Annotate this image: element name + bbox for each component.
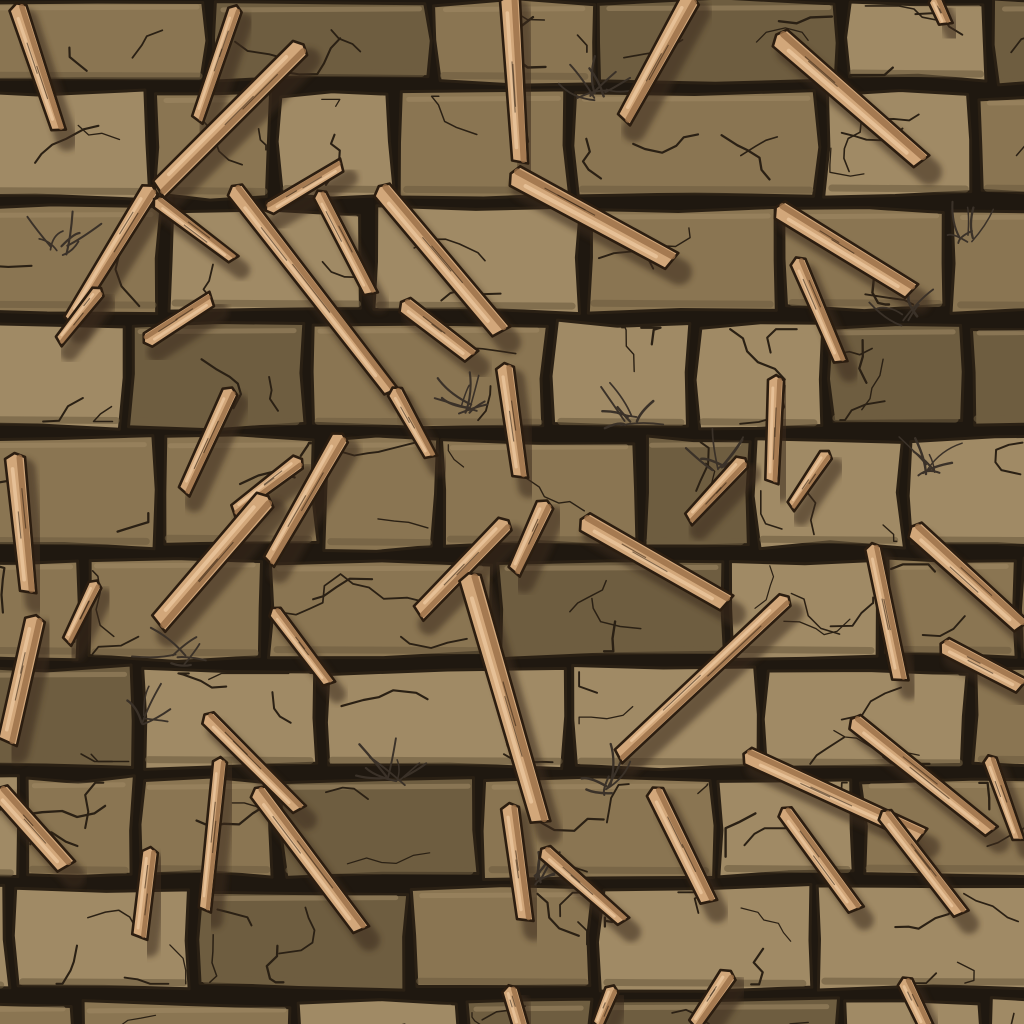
stone-shade	[961, 305, 1024, 306]
stone-highlight	[705, 331, 812, 332]
stone-highlight	[0, 331, 114, 332]
stone-block	[0, 1002, 74, 1024]
stone-highlight	[1005, 8, 1024, 9]
stone-highlight	[999, 1006, 1024, 1007]
stone-highlight	[288, 101, 383, 102]
stone-highlight	[742, 568, 869, 569]
stone-shade	[0, 984, 1, 985]
stone-shade	[836, 418, 955, 419]
stone-highlight	[452, 447, 626, 448]
stone-highlight	[855, 8, 979, 9]
stone-block	[951, 211, 1024, 314]
stone-highlight	[208, 898, 396, 899]
stone-highlight	[0, 1009, 63, 1010]
stone-block	[979, 95, 1024, 195]
stone-block	[695, 323, 823, 429]
stone-highlight	[596, 216, 768, 217]
stone-shade	[977, 419, 1024, 420]
stone-shade	[0, 75, 199, 76]
stone-shade	[771, 762, 959, 763]
stone-shade	[221, 72, 421, 73]
stone-highlight	[89, 1010, 284, 1011]
stone-shade	[331, 542, 429, 543]
stone-highlight	[0, 445, 144, 446]
stone-highlight	[773, 677, 957, 678]
stone-highlight	[291, 786, 468, 787]
stone-highlight	[794, 216, 936, 217]
stone-block	[971, 326, 1024, 428]
stone-shade	[607, 982, 803, 983]
stone-shade	[23, 982, 184, 983]
stone-shade	[869, 868, 1024, 869]
stone-shade	[0, 872, 10, 873]
stone-shade	[825, 981, 1024, 982]
stone-shade	[650, 541, 741, 542]
stone-highlight	[170, 445, 306, 446]
stone-shade	[149, 760, 310, 761]
stone-highlight	[34, 785, 123, 786]
stone-block	[411, 886, 593, 987]
stone-highlight	[584, 98, 807, 99]
stone-highlight	[422, 895, 583, 896]
stone-shade	[987, 188, 1024, 189]
stone-shade	[0, 190, 142, 191]
stone-highlight	[989, 102, 1024, 103]
stone-block	[989, 997, 1024, 1024]
stone-highlight	[0, 99, 140, 100]
stone-shade	[581, 761, 749, 762]
stone-block	[573, 91, 820, 197]
stone-shade	[206, 980, 398, 981]
stone-shade	[561, 421, 681, 422]
stone-highlight	[979, 332, 1024, 333]
stone-highlight	[609, 8, 829, 9]
stone-shade	[832, 188, 965, 189]
stone-block	[298, 1000, 460, 1024]
stone-highlight	[151, 675, 308, 676]
stone-highlight	[652, 444, 739, 445]
stone-shade	[594, 303, 770, 304]
stone-highlight	[563, 330, 679, 331]
stone-highlight	[149, 786, 265, 787]
stone-highlight	[334, 678, 557, 679]
stone-shade	[1003, 75, 1024, 76]
stone-highlight	[223, 9, 419, 10]
stone-highlight	[0, 7, 197, 8]
stone-shade	[582, 189, 809, 190]
stone-highlight	[838, 332, 953, 333]
stone-highlight	[310, 1007, 450, 1008]
stone-shade	[763, 539, 895, 540]
stone-shade	[420, 981, 585, 982]
